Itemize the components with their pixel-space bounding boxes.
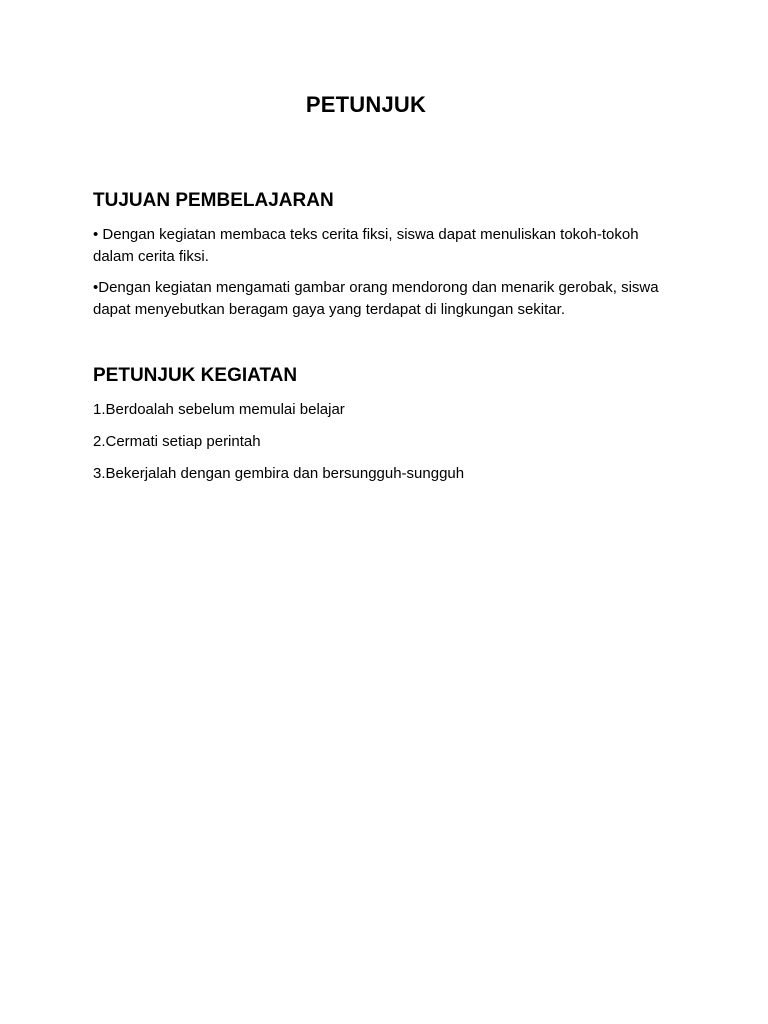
section-activity-instructions — [93, 363, 683, 495]
instruction-item: 2.Cermati setiap perintah — [93, 433, 261, 450]
objective-paragraph: •Dengan kegiatan mengamati gambar orang mendorong dan menarik gerobak, siswa dapat menyebutkan beragam gaya yang terdapat di lingkungan sekitar. — [93, 279, 659, 318]
objective-paragraph: • Dengan kegiatan membaca teks cerita fiksi, siswa dapat menuliskan tokoh-tokoh dalam cerita fiksi. — [93, 226, 639, 265]
section-heading: TUJUAN PEMBELAJARAN — [93, 190, 334, 211]
section-heading: PETUNJUK KEGIATAN — [93, 365, 298, 386]
instruction-item: 1.Berdoalah sebelum memulai belajar — [93, 401, 345, 418]
section-learning-objectives — [93, 188, 683, 330]
page-title: PETUNJUK — [305, 92, 427, 117]
instruction-item: 3.Bekerjalah dengan gembira dan bersungguh-sungguh — [93, 465, 465, 482]
